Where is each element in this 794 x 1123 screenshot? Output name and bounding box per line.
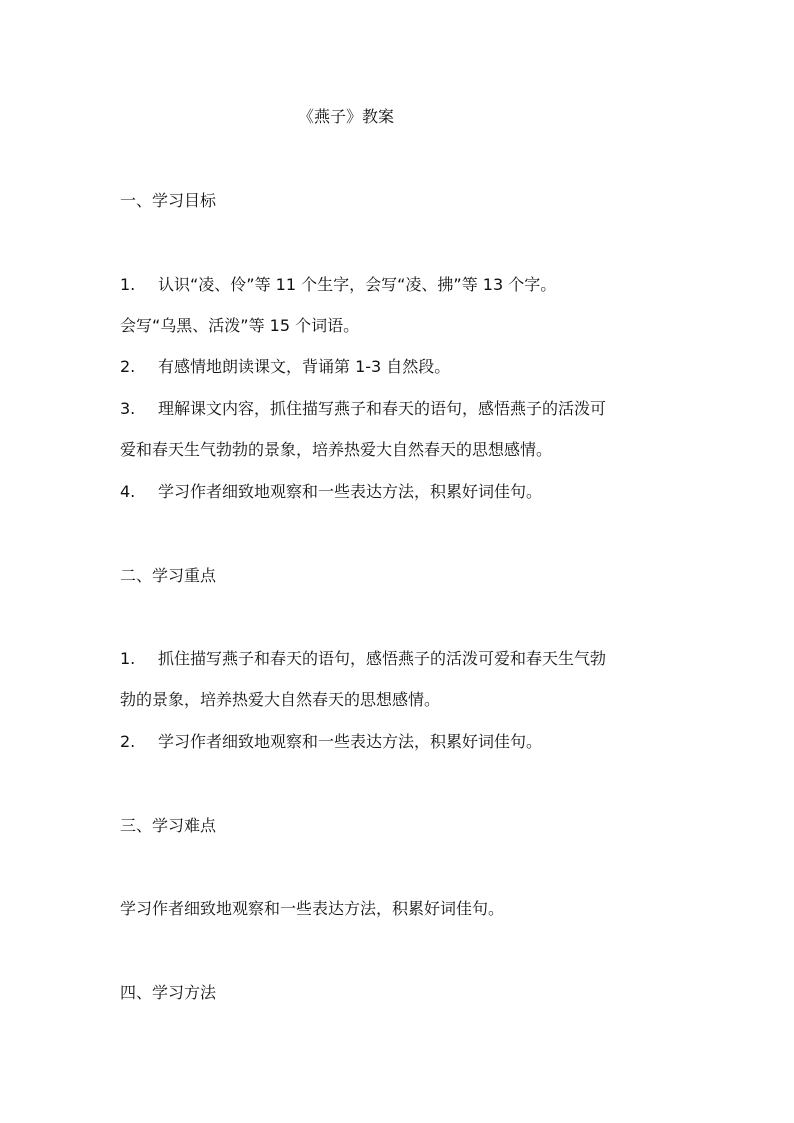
item-text: 学习作者细致地观察和一些表达方法，积累好词佳句。: [158, 732, 543, 751]
difficulties-text: 学习作者细致地观察和一些表达方法，积累好词佳句。: [120, 899, 505, 918]
objective-item-4: [120, 482, 542, 502]
objective-item-1-line-1: [120, 275, 556, 295]
document-title: 《燕子》教案: [298, 107, 395, 126]
item-number: 2.: [120, 732, 136, 751]
section-heading-objectives: 一、学习目标: [120, 191, 217, 210]
objective-item-3-line-1: [120, 399, 606, 419]
item-number: 1.: [120, 649, 136, 668]
item-text: 有感情地朗读课文，背诵第 1-3 自然段。: [158, 357, 451, 376]
item-number: 3.: [120, 399, 136, 418]
key-point-item-1-line-2: 勃的景象，培养热爱大自然春天的思想感情。: [120, 690, 441, 709]
key-point-item-1-line-1: [120, 649, 606, 669]
objective-item-2: [120, 357, 450, 377]
item-number: 4.: [120, 482, 136, 501]
item-number: 2.: [120, 357, 136, 376]
key-point-item-2: [120, 732, 542, 752]
objective-item-3-line-2: 爱和春天生气勃勃的景象，培养热爱大自然春天的思想感情。: [120, 440, 553, 459]
item-text: 抓住描写燕子和春天的语句，感悟燕子的活泼可爱和春天生气勃: [158, 649, 607, 668]
item-text: 理解课文内容，抓住描写燕子和春天的语句，感悟燕子的活泼可: [158, 399, 607, 418]
section-heading-difficulties: 三、学习难点: [120, 816, 217, 835]
item-text: 学习作者细致地观察和一些表达方法，积累好词佳句。: [158, 482, 543, 501]
objective-item-1-line-2: 会写“乌黑、活泼”等 15 个词语。: [120, 316, 360, 335]
item-text: 认识“凌、伶”等 11 个生字，会写“凌、拂”等 13 个字。: [158, 275, 557, 294]
item-number: 1.: [120, 275, 136, 294]
section-heading-methods: 四、学习方法: [120, 983, 217, 1002]
section-heading-key-points: 二、学习重点: [120, 566, 217, 585]
